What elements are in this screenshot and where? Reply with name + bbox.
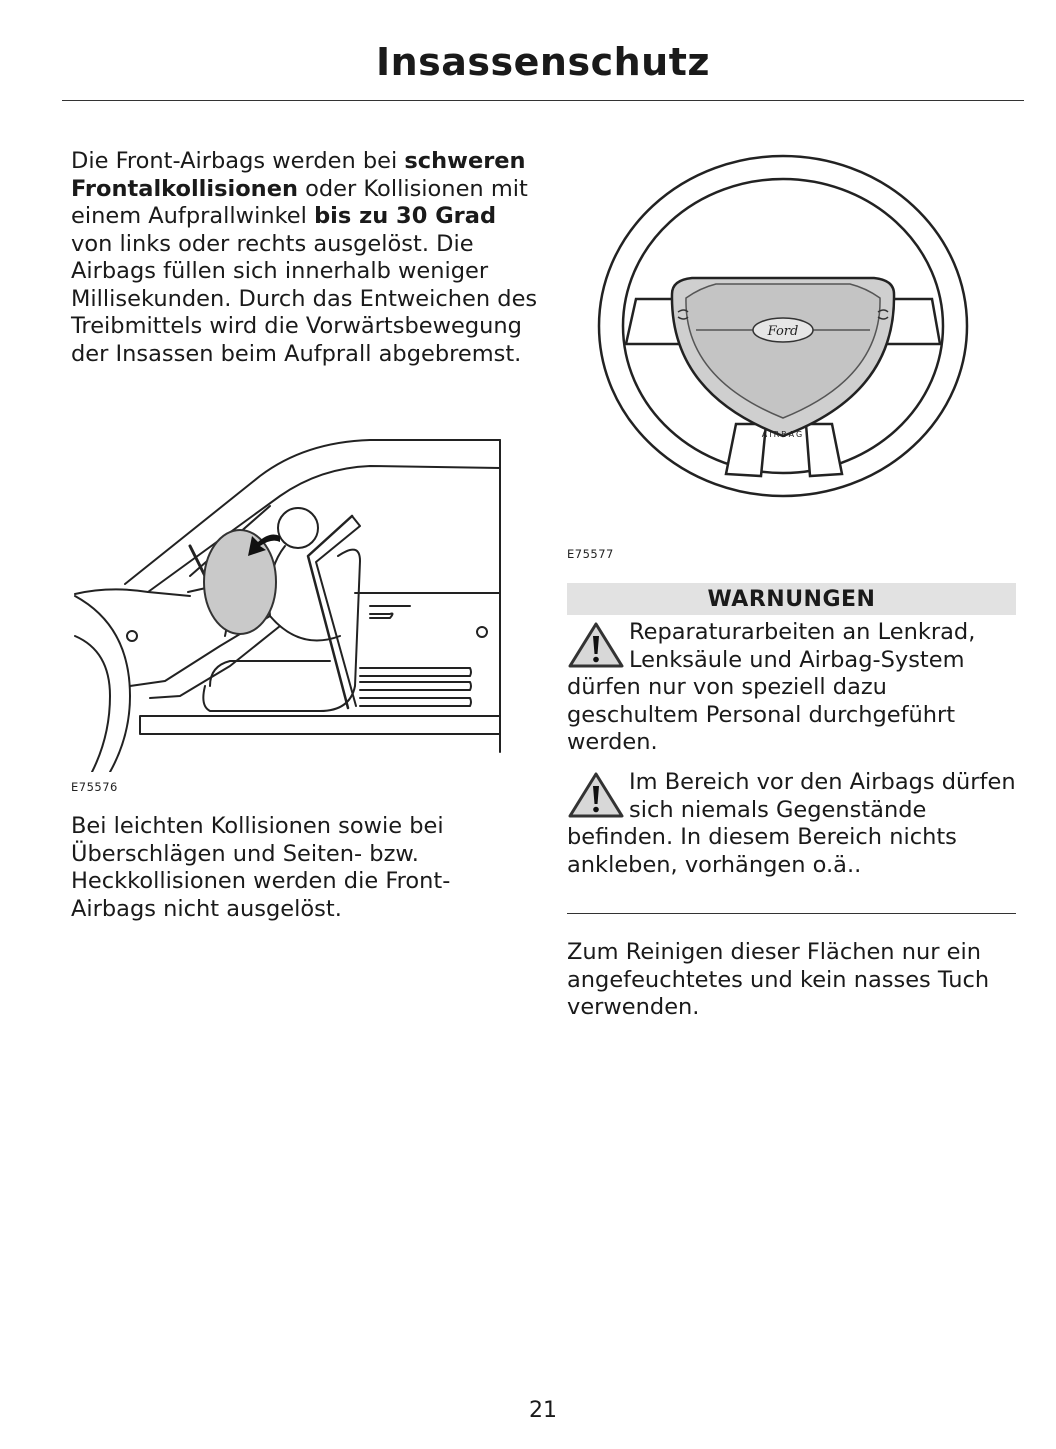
wheel-figure-label: E75577 [567, 547, 614, 561]
intro-text-3: von links oder rechts ausgelöst. Die Airbags füllen sich innerhalb weniger Millisekunden. Durch das Entweichen des Treibmittels wird die Vorwärtsbewegung der Insassen beim Aufprall abgebremst. [71, 230, 538, 367]
page-title: Insassenschutz [375, 40, 711, 84]
second-paragraph: Bei leichten Kollisionen sowie bei Überschlägen und Seiten- bzw. Heckkollisionen werden die Front-Airbags nicht ausgelöst. [71, 813, 451, 922]
crash-figure-label: E75576 [71, 780, 118, 794]
cleaning-note: Zum Reinigen dieser Flächen nur ein angefeuchtetes und kein nasses Tuch verwenden. [567, 939, 990, 1020]
intro-bold-2: bis zu 30 Grad [314, 203, 497, 229]
warnings-divider [567, 913, 1016, 914]
warning-triangle-icon [567, 621, 625, 669]
airbag-label-text: AIRBAG [761, 430, 805, 439]
crash-illustration [70, 436, 510, 772]
warnings-header: WARNUNGEN [567, 583, 1016, 615]
intro-bold-1: schweren Frontalkollisionen [71, 148, 526, 202]
warning-text-2: Im Bereich vor den Airbags dürfen sich niemals Gegenstände befinden. In diesem Bereich nichts ankleben, vorhängen o.ä.. [567, 769, 1016, 878]
intro-text-2: oder Kollisionen mit einem Aufprallwinkel [71, 175, 528, 229]
page-number: 21 [529, 1398, 557, 1423]
warning-item-2 [567, 769, 1019, 879]
warning-triangle-icon [567, 771, 625, 819]
ford-logo-text: Ford [767, 324, 799, 339]
warning-item-1 [567, 619, 1019, 757]
intro-paragraph [71, 148, 541, 368]
intro-text-1: Die Front-Airbags werden bei [71, 148, 405, 174]
steering-wheel-illustration [596, 154, 970, 498]
warning-text-1: Reparaturarbeiten an Lenkrad, Lenksäule und Airbag-System dürfen nur von speziell dazu geschultem Personal durchgeführt werden. [567, 619, 976, 755]
title-divider [62, 100, 1024, 101]
